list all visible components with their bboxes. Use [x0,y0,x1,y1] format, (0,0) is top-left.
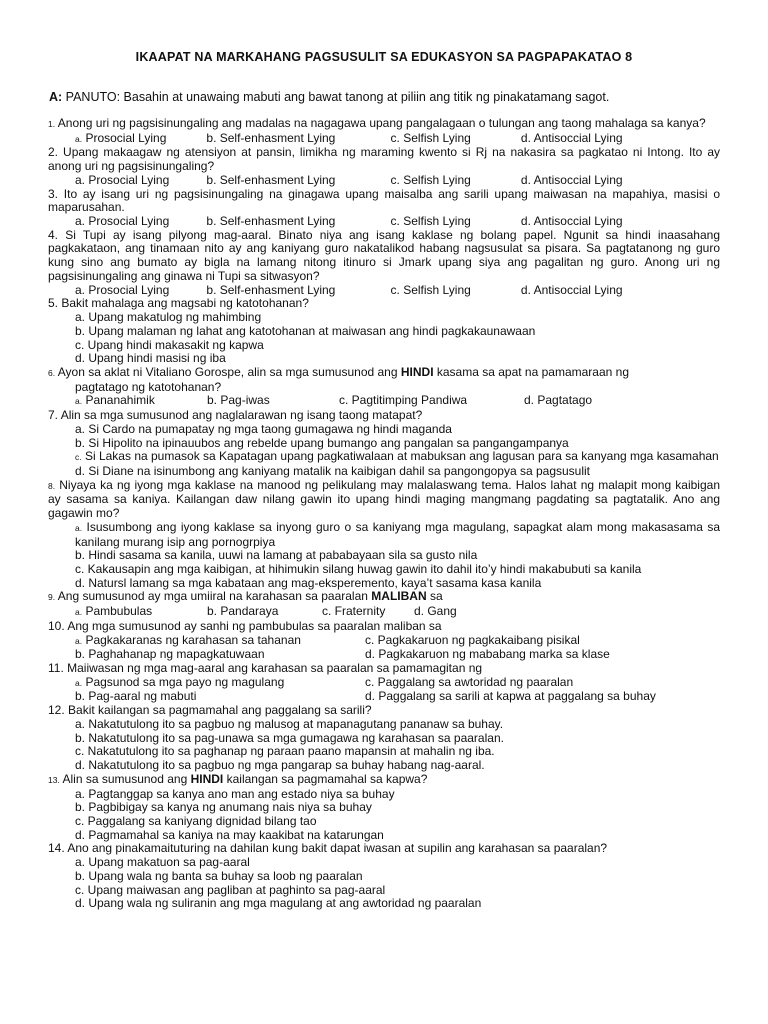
option-a[interactable]: a. Si Cardo na pumapatay ng mga taong gumagawa ng hindi maganda [75,421,452,436]
emphasis-maliban: MALIBAN [371,589,427,604]
option-d[interactable]: d. Antisoccial Lying [520,130,623,145]
option-d[interactable]: d. Gang [414,604,457,619]
question-number: 4. [48,227,59,242]
question-text: Bakit kailangan sa pagmamahal ang paggalang sa sarili? [64,703,372,718]
option-d[interactable]: d. Upang wala ng suliranin ang mga magulang at ang awtoridad ng paaralan [75,896,482,911]
option-c[interactable]: c. Selfish Lying [390,172,471,187]
option-a[interactable]: a. Prosocial Lying [75,282,170,297]
question-text: Si Tupi ay isang pilyong mag-aaral. Binato niya ang isang kaklase ng bolang papel. Ngunit sa hindi inaasahang pagkakataon, ang tinamaan nito ay ang kaniyang guro nakatalikod habang nagsusulat sa pisara. Sa pagtatanong ng guro kung sino ang bumato ay bigla na lamang nitong itinuro si Jmark upang siya ang pagalitan ng guro. Anong uri ng pagsisinungaling ang ginawa ni Tupi sa sitwasyon? [48,227,720,283]
question-text: Ano ang pinakamaituturing na dahilan kung bakit dapat iwasan at supilin ang karahasan sa paaralan? [64,841,608,856]
question-text: Bakit mahalaga ang magsabi ng katotohanan? [58,296,309,311]
option-d[interactable]: d. Upang hindi masisi ng iba [75,351,226,366]
question-number: 6. [48,367,56,378]
instructions [49,90,609,104]
options-row [48,648,720,662]
option-a[interactable]: a. Upang makatuon sa pag-aaral [75,855,250,870]
question-number: 14. [48,841,65,856]
option-b[interactable]: b. Hindi sasama sa kanila, uuwi na lamang at pababayaan sila sa gusto nila [75,548,478,563]
option-b[interactable]: b. Pandaraya [207,604,279,619]
question-2 [48,146,720,187]
question-10 [48,620,720,662]
option-d[interactable]: d. Si Diane na isinumbong ang kaniyang matalik na kaibigan dahil sa pangongopya sa pagsusulit [75,463,591,478]
options-row [48,215,720,229]
question-number: 5. [48,296,59,311]
question-number: 1. [48,119,56,129]
options-row [48,132,720,147]
option-c[interactable]: c. Kakausapin ang mga kaibigan, at hihimukin silang huwag gawin ito dahil ito’y hindi makabubuti sa kanila [75,562,642,576]
option-c[interactable]: c. Pagkakaruon ng pagkakaibang pisikal [365,632,580,647]
options-row [48,676,720,691]
options-row [48,394,720,409]
emphasis-hindi: HINDI [190,771,224,786]
question-number: 13. [48,774,60,785]
option-a[interactable]: a. Pananahimik [75,393,155,408]
option-d[interactable]: d. Natursl lamang sa mga kabataan ang mag-eksperemento, kaya’t sasama kasa kanila [75,575,542,590]
question-text: Upang makaagaw ng atensiyon at pansin, limikha ng maraming kwento si Rj na nakasira sa pagkatao ni Intong. Ito ay anong uri ng pagsisinungaling? [48,145,720,174]
option-d[interactable]: d. Antisoccial Lying [520,214,623,229]
option-b[interactable]: b. Upang wala ng banta sa buhay sa loob ng paaralan [75,868,363,883]
question-text: Ito ay isang uri ng pagsisinungaling na ginagawa upang maisalba ang sarili upang maiwasan na mapahiya, masisi o maparusahan. [48,186,720,215]
questions-section [48,117,720,911]
option-d[interactable]: d. Antisoccial Lying [520,282,623,297]
option-b[interactable]: b. Si Hipolito na ipinauubos ang rebelde upang bumango ang pangalan sa pangangampanya [75,435,569,450]
instructions-text: PANUTO: Basahin at unawaing mabuti ang bawat tanong at piliin ang titik ng pinakatamang sagot. [62,90,610,104]
option-c[interactable]: c. Si Lakas na pumasok sa Kapatagan upang pagkatiwalaan at mabuksan ang lagusan para sa kanyang mga kasamahan [75,449,719,464]
option-c[interactable]: c. Paggalang sa kaniyang dignidad bilang tao [75,813,317,828]
option-c[interactable]: c. Upang maiwasan ang pagliban at paghinto sa pag-aaral [75,882,386,897]
options-row [48,284,720,298]
option-b[interactable]: b. Paghahanap ng mapagkatuwaan [75,647,265,662]
question-number: 10. [48,618,65,633]
option-d[interactable]: d. Pagtatago [524,393,593,408]
option-c[interactable]: c. Selfish Lying [390,130,471,145]
option-a[interactable]: a. Pagkakaranas ng karahasan sa tahanan [75,632,301,647]
option-a[interactable]: a. Prosocial Lying [75,172,170,187]
option-b[interactable]: b. Pag-iwas [207,393,270,408]
question-4 [48,229,720,298]
question-text: Maiiwasan ng mga mag-aaral ang karahasan sa paaralan sa pamamagitan ng [63,661,483,676]
question-7 [48,409,720,479]
question-text: Niyaya ka ng iyong mga kaklase na manood ng pelikulang may malalaswang tema. Halos lahat ng malapit mong kaibigan ay sasama sa kaniya. Kailangan daw nilang gawin ito upang hindi maging mangmang pagdating sa pagtatalik. Ano ang gagawin mo? [48,477,720,521]
option-d[interactable]: d. Pagkakaruon ng mababang marka sa klase [365,647,610,662]
question-8 [48,479,720,591]
option-a[interactable]: a. Pagtanggap sa kanya ano man ang estado niya sa buhay [75,786,395,801]
emphasis-hindi: HINDI [400,364,434,379]
option-a[interactable]: a. Upang makatulog ng mahimbing [75,310,262,325]
option-d[interactable]: d. Paggalang sa sarili at kapwa at paggalang sa buhay [365,689,656,704]
option-b[interactable]: b. Nakatutulong ito sa pag-unawa sa mga gumagawa ng karahasan sa paaralan. [75,730,504,745]
options-row [48,605,720,620]
question-9: 9. Ang sumusunod ay mga umiiral na karahasan sa paaralan MALIBAN sa a. Pambubulas b. Pandaraya c. Fraternity d. Gang [48,590,720,619]
option-c[interactable]: c. Paggalang sa awtoridad ng paaralan [365,674,574,689]
option-a[interactable]: a. Pambubulas [75,604,153,619]
question-number: 3. [48,186,59,201]
question-5 [48,297,720,366]
options-row [48,690,720,704]
question-13: 13. Alin sa sumusunod ang HINDI kailangan sa pagmamahal sa kapwa? a. Pagtanggap sa kanya ano man ang estado niya sa buhay b. Pagbibigay sa kanya ng anumang nais niya sa buhay c. Paggalang sa kaniyang dignidad bilang tao d. Pagmamahal sa kaniya na may kaakibat na katarungan [48,773,720,843]
option-d[interactable]: d. Nakatutulong ito sa pagbuo ng mga pangarap sa buhay habang nag-aaral. [75,758,485,773]
options-row [48,634,720,649]
question-14 [48,842,720,911]
question-number: 8. [48,480,56,491]
options-row [48,174,720,188]
question-number: 7. [48,408,59,423]
question-text: Alin sa mga sumusunod ang naglalarawan ng isang taong matapat? [58,408,423,423]
question-text: Anong uri ng pagsisinungaling ang madalas na nagagawa upang pangalagaan o tulungan ang taong mahalaga sa kanya? [55,116,706,130]
question-number: 2. [48,145,59,160]
option-b[interactable]: b. Pagbibigay sa kanya ng anumang nais niya sa buhay [75,800,372,815]
option-b[interactable]: b. Self-enhasment Lying [206,130,336,145]
question-1 [48,117,720,146]
question-number: 9. [48,592,56,603]
option-b[interactable]: b. Self-enhasment Lying [206,172,336,187]
option-c[interactable]: c. Upang hindi makasakit ng kapwa [75,337,264,352]
instructions-label: A: [49,90,63,104]
question-number: 12. [48,703,65,718]
option-c[interactable]: c. Nakatutulong ito sa paghanap ng paraan paano mapansin at mahalin ng iba. [75,744,495,759]
question-11 [48,662,720,704]
question-6: 6. Ayon sa aklat ni Vitaliano Gorospe, alin sa mga sumusunod ang HINDI kasama sa apat na pamamaraan ng pagtatago ng katotohanan? a. Pananahimik b. Pag-iwas c. Pagtitimping Pandiwa d. Pagtatago [48,366,720,409]
option-d[interactable]: d. Antisoccial Lying [520,172,623,187]
question-number: 11. [48,661,64,676]
option-a[interactable]: a. Prosocial Lying [75,214,170,229]
option-b[interactable]: b. Self-enhasment Lying [206,282,336,297]
question-text: Ang mga sumusunod ay sanhi ng pambubulas sa paaralan maliban sa [64,618,442,633]
option-d[interactable]: d. Pagmamahal sa kaniya na may kaakibat na katarungan [75,827,384,842]
option-c[interactable]: c. Pagtitimping Pandiwa [339,393,468,408]
option-a[interactable]: a. Pagsunod sa mga payo ng magulang [75,674,285,689]
question-text-line2: pagtatago ng katotohanan? [75,379,222,394]
option-a[interactable]: a. Prosocial Lying [75,130,167,145]
option-c[interactable]: c. Selfish Lying [390,282,471,297]
option-c[interactable]: c. Fraternity [322,604,386,619]
question-3 [48,188,720,229]
option-b[interactable]: b. Upang malaman ng lahat ang katotohanan at maiwasan ang hindi pagkakaunawaan [75,323,536,338]
question-12 [48,704,720,773]
option-a[interactable]: a. Nakatutulong ito sa pagbuo ng malusog at mapanagutang pananaw sa buhay. [75,716,504,731]
option-c[interactable]: c. Selfish Lying [390,214,471,229]
option-b[interactable]: b. Pag-aaral ng mabuti [75,689,197,704]
exam-title: IKAAPAT NA MARKAHANG PAGSUSULIT SA EDUKASYON SA PAGPAPAKATAO 8 [135,50,633,64]
option-b[interactable]: b. Self-enhasment Lying [206,214,336,229]
option-a[interactable]: a. Isusumbong ang iyong kaklase sa inyong guro o sa kaniyang mga magulang, sapagkat alam mong makasasama sa kanilang murang isip ang pornogrpiya [75,519,720,549]
